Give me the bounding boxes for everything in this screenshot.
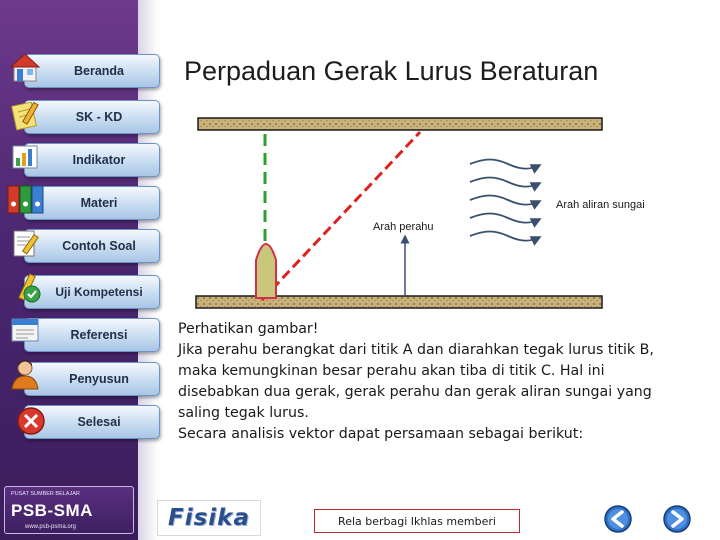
home-icon[interactable] [8, 50, 42, 84]
reference-card-icon[interactable] [8, 313, 42, 347]
nav-uji-kompetensi-button[interactable] [24, 275, 160, 309]
nav-label: Indikator [72, 153, 126, 167]
document-pencil-icon[interactable] [8, 226, 42, 260]
boat [256, 244, 276, 298]
logo-url: www.psb-psma.org [25, 524, 77, 530]
boat-direction-label: Arah perahu [373, 221, 434, 233]
page-title: Perpaduan Gerak Lurus Beraturan [184, 56, 599, 86]
nav-penyusun-button[interactable] [24, 362, 160, 396]
river-flow-arrows [470, 160, 540, 241]
logo-small-text: PUSAT SUMBER BELAJAR [11, 491, 80, 497]
psb-sma-logo [4, 486, 134, 534]
nav-sk-kd-button[interactable] [24, 100, 160, 134]
checkmark-pencil-icon[interactable] [10, 272, 44, 306]
body-line: Perhatikan gambar! [178, 321, 319, 337]
nav-referensi-button[interactable] [24, 318, 160, 352]
tagline-box: Rela berbagi Ikhlas memberi [314, 509, 520, 533]
pencil-notes-icon[interactable] [8, 98, 42, 132]
nav-label: Penyusun [69, 372, 129, 386]
logo-name: PSB-SMA [11, 501, 93, 520]
nav-label: SK - KD [75, 110, 123, 124]
nav-indikator-button[interactable] [24, 143, 160, 177]
chart-icon[interactable] [8, 140, 42, 174]
nav-contoh-soal-button[interactable] [24, 229, 160, 263]
binders-icon[interactable] [4, 182, 48, 216]
arrow-left-icon[interactable] [603, 504, 633, 534]
nav-label: Referensi [70, 328, 128, 342]
body-line: Secara analisis vektor dapat persamaan sebagai berikut: [178, 426, 584, 442]
river-bank-top [198, 118, 602, 130]
fisika-logo: Fisika [157, 500, 261, 536]
nav-label: Materi [80, 196, 118, 210]
body-line: Jika perahu berangkat dari titik A dan diarahkan tegak lurus titik B, maka kemungkinan besar perahu akan tiba di titik C. Hal ini disebabkan dua gerak, gerak perahu dan gerak aliran sungai yang saling tegak lurus. [178, 342, 654, 421]
river-flow-label: Arah aliran sungai [556, 199, 645, 211]
nav-label: Beranda [73, 64, 125, 78]
person-icon[interactable] [8, 357, 42, 391]
explanation-text [178, 319, 678, 445]
close-icon[interactable] [14, 404, 48, 438]
nav-label: Selesai [77, 415, 121, 429]
river-crossing-diagram [190, 110, 645, 310]
nav-beranda-button[interactable] [24, 54, 160, 88]
resultant-path-line [262, 132, 420, 300]
arrow-right-icon[interactable] [662, 504, 692, 534]
nav-label: Contoh Soal [62, 239, 136, 253]
nav-label: Uji Kompetensi [55, 285, 143, 299]
